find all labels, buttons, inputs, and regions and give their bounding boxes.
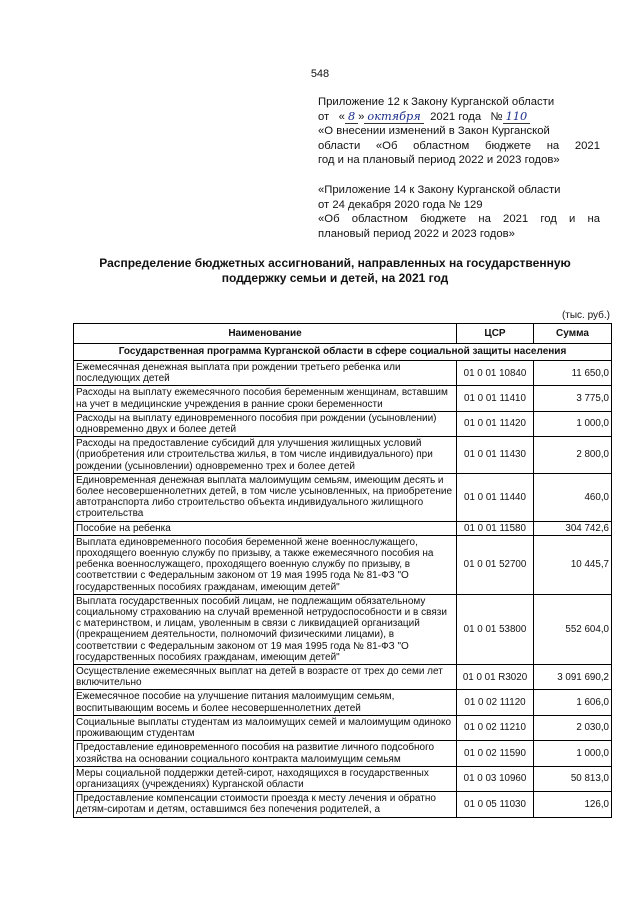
annex-amendment-date-line (318, 110, 600, 125)
table-row (74, 361, 612, 386)
row-code: 01 0 01 11430 (457, 437, 534, 474)
row-code: 01 0 01 11440 (457, 473, 534, 521)
row-sum: 1 606,0 (534, 690, 612, 715)
annex-amendment-line3: «О внесении изменений в Закон Курганской (318, 125, 550, 137)
table-row (74, 535, 612, 594)
row-name: Расходы на выплату единовременного пособия при рождении (усыновлении) одновременно двух и более детей (74, 411, 457, 436)
row-name: Ежемесячная денежная выплата при рождении третьего ребенка или последующих детей (74, 361, 457, 386)
row-sum: 1 000,0 (534, 411, 612, 436)
header-name: Наименование (74, 324, 457, 344)
program-row (74, 344, 612, 361)
row-code: 01 0 03 10960 (457, 766, 534, 791)
open-quote: « (338, 110, 345, 123)
handwritten-number: 110 (503, 110, 531, 124)
table-row (74, 741, 612, 766)
row-name: Социальные выплаты студентам из малоимущих семей и малоимущим одиноко проживающим студентам (74, 715, 457, 740)
document-title (60, 256, 610, 286)
row-sum: 11 650,0 (534, 361, 612, 386)
table-row (74, 437, 612, 474)
row-code: 01 0 01 52700 (457, 535, 534, 594)
row-name: Расходы на предоставление субсидий для улучшения жилищных условий (приобретения или строительства жилья, в том числе индивидуального) при рождении (усыновлении) одновременно трех и более детей (74, 437, 457, 474)
handwritten-day: 8 (345, 110, 358, 124)
row-code: 01 0 01 11420 (457, 411, 534, 436)
annex-original-line4: плановый период 2022 и 2023 годов» (318, 227, 515, 240)
annex-amendment-block (318, 95, 600, 168)
row-sum: 3 091 690,2 (534, 665, 612, 690)
close-quote: » (358, 110, 365, 123)
row-name: Осуществление ежемесячных выплат на детей в возрасте от трех до семи лет включительно (74, 665, 457, 690)
row-code: 01 0 01 R3020 (457, 665, 534, 690)
table-row (74, 766, 612, 791)
header-code: ЦСР (457, 324, 534, 344)
document-title-line2: поддержку семьи и детей, на 2021 год (221, 271, 449, 285)
table-row (74, 411, 612, 436)
row-name: Выплата единовременного пособия беременной жене военнослужащего, проходящего военную службу по призыву, а также ежемесячного пособия на ребенка военнослужащего, проходящего военную службу по призыву, в соответствии с Федеральным законом от 19 мая 1995 года № 81-ФЗ "О государственных пособиях гражданам, имеющим детей" (74, 535, 457, 594)
handwritten-month: октября (364, 110, 423, 124)
table-row (74, 792, 612, 817)
table-row (74, 473, 612, 521)
row-code: 01 0 02 11590 (457, 741, 534, 766)
row-sum: 460,0 (534, 473, 612, 521)
row-sum: 50 813,0 (534, 766, 612, 791)
date-prefix: от (318, 110, 330, 123)
row-sum: 3 775,0 (534, 386, 612, 411)
row-name: Ежемесячное пособие на улучшение питания малоимущим семьям, воспитывающим восемь и более несовершеннолетних детей (74, 690, 457, 715)
row-code: 01 0 01 53800 (457, 594, 534, 664)
annex-original-line3: «Об областном бюджете на 2021 год и на (318, 213, 600, 225)
document-title-line1: Распределение бюджетных ассигнований, направленных на государственную (99, 256, 571, 270)
table-row (74, 594, 612, 664)
page-number: 548 (310, 68, 330, 80)
row-sum: 126,0 (534, 792, 612, 817)
table-row (74, 521, 612, 535)
table-header-row (74, 324, 612, 344)
row-name: Пособие на ребенка (74, 521, 457, 535)
row-code: 01 0 01 10840 (457, 361, 534, 386)
table-row (74, 665, 612, 690)
row-name: Предоставление единовременного пособия на развитие личного подсобного хозяйства на основании социального контракта малоимущим семьям (74, 741, 457, 766)
row-code: 01 0 02 11210 (457, 715, 534, 740)
row-sum: 2 800,0 (534, 437, 612, 474)
row-name: Меры социальной поддержки детей-сирот, находящихся в государственных организациях (учреждениях) Курганской области (74, 766, 457, 791)
units-note: (тыс. руб.) (561, 310, 610, 321)
row-sum: 304 742,6 (534, 521, 612, 535)
row-name: Расходы на выплату ежемесячного пособия беременным женщинам, вставшим на учет в медицинские учреждения в ранние сроки беременности (74, 386, 457, 411)
row-name: Выплата государственных пособий лицам, не подлежащим обязательному социальному страхованию на случай временной нетрудоспособности и в связи с материнством, и лицам, уволенным в связи с ликвидацией организаций (прекращением деятельности, полномочий физическими лицами), в соответствии с Федеральным законом от 19 мая 1995 года № 81-ФЗ "О государственных пособиях гражданам, имеющим детей" (74, 594, 457, 664)
row-sum: 2 030,0 (534, 715, 612, 740)
row-code: 01 0 05 11030 (457, 792, 534, 817)
header-sum: Сумма (534, 324, 612, 344)
table-row (74, 715, 612, 740)
row-code: 01 0 02 11120 (457, 690, 534, 715)
row-name: Предоставление компенсации стоимости проезда к месту лечения и обратно детям-сиротам и детям, оставшимся без попечения родителей, а (74, 792, 457, 817)
row-sum: 552 604,0 (534, 594, 612, 664)
annex-original-line2: от 24 декабря 2020 года № 129 (318, 198, 483, 211)
row-name: Единовременная денежная выплата малоимущим семьям, имеющим десять и более несовершеннолетних детей, в том числе усыновленных, на приобретение автотранспорта либо строительство объекта индивидуального жилищного строительства (74, 473, 457, 521)
annex-original-line1: «Приложение 14 к Закону Курганской области (318, 184, 561, 196)
annex-amendment-line1: Приложение 12 к Закону Курганской области (318, 96, 555, 108)
row-code: 01 0 01 11410 (457, 386, 534, 411)
row-code: 01 0 01 11580 (457, 521, 534, 535)
annex-amendment-line4: области «Об областном бюджете на 2021 (318, 139, 600, 152)
annex-amendment-line5: год и на плановый период 2022 и 2023 годов» (318, 154, 560, 166)
table-row (74, 690, 612, 715)
row-sum: 1 000,0 (534, 741, 612, 766)
annex-original-block (318, 183, 600, 241)
table-row (74, 386, 612, 411)
year-text: 2021 года (430, 110, 482, 123)
number-label: № (490, 110, 503, 123)
row-sum: 10 445,7 (534, 535, 612, 594)
program-title: Государственная программа Курганской области в сфере социальной защиты населения (74, 344, 612, 361)
budget-table (73, 323, 612, 818)
